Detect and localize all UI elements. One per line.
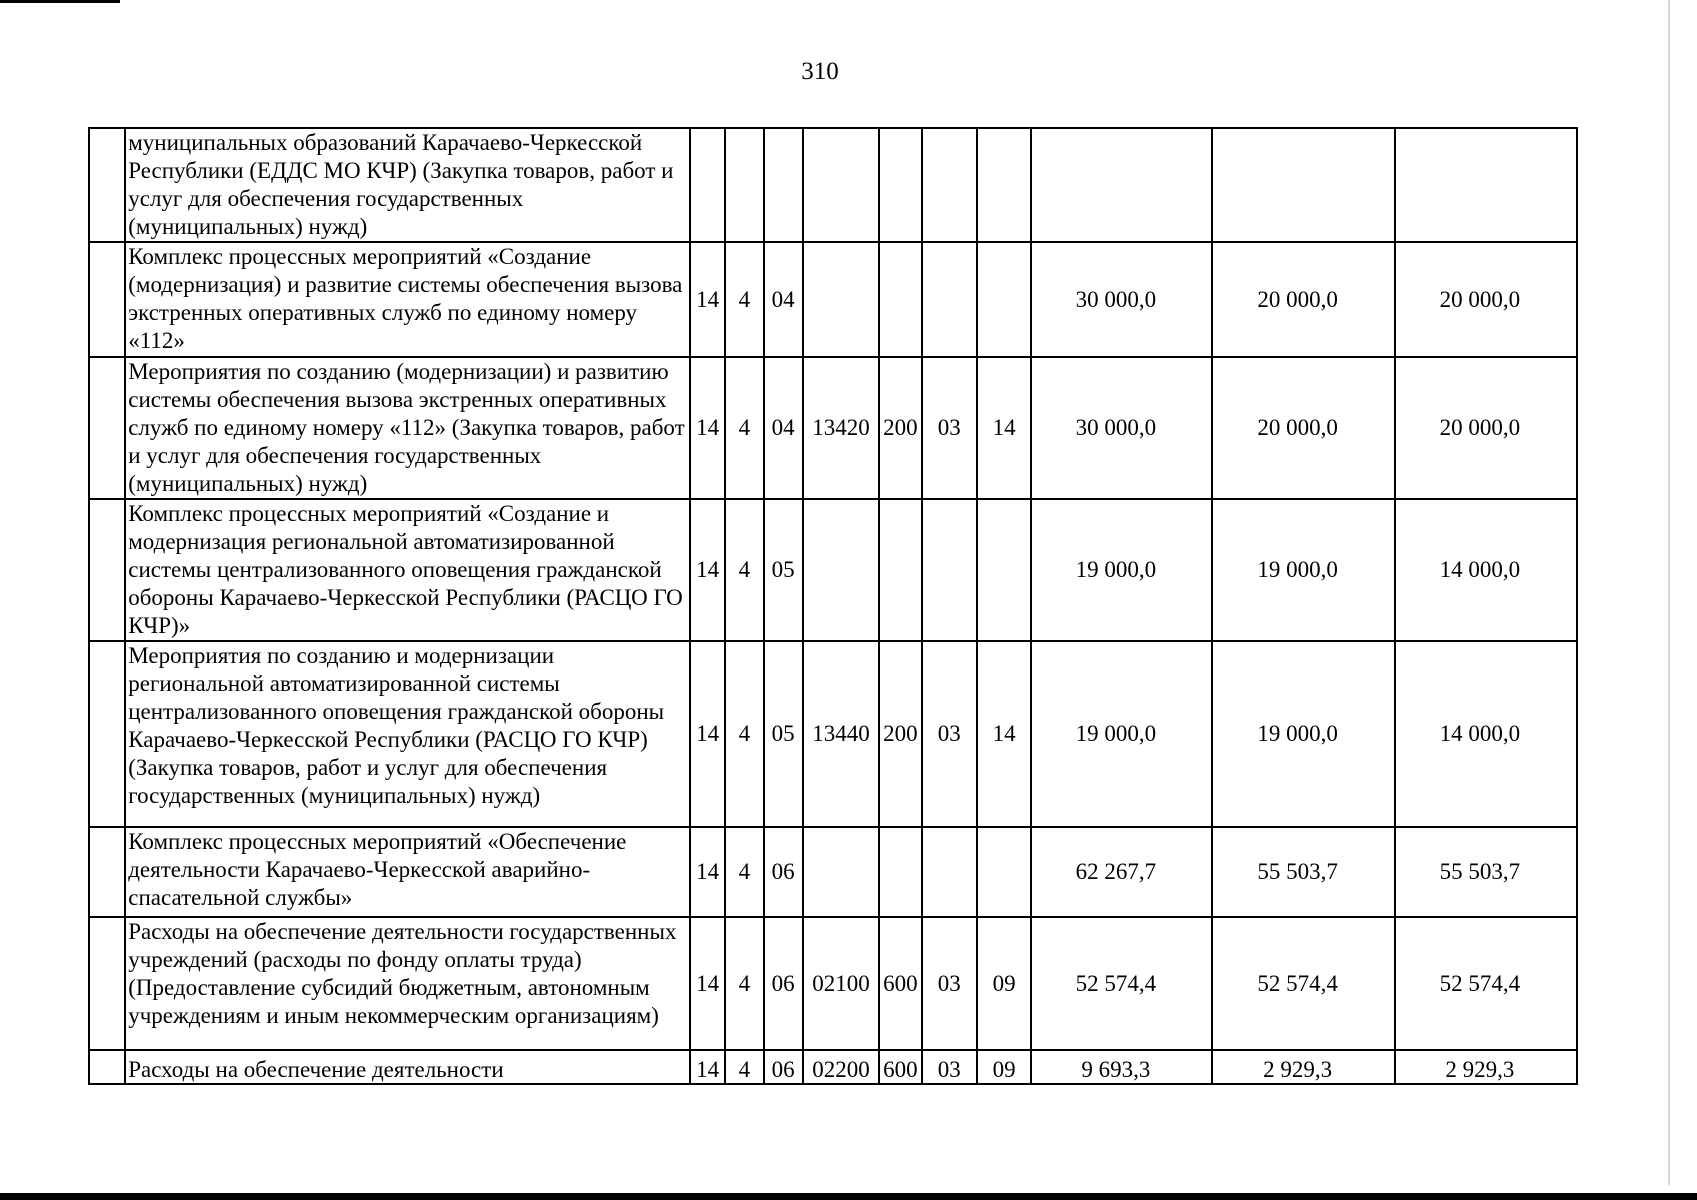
amount-year-1: 52 574,4 — [1031, 917, 1212, 1050]
code-chapter: 14 — [690, 917, 725, 1050]
table-row — [89, 917, 1577, 1050]
code-complex: 05 — [764, 641, 803, 827]
amount-year-3: 2 929,3 — [1395, 1050, 1577, 1084]
code-direction — [803, 128, 880, 242]
row-description: муниципальных образований Карачаево-Черкесской Республики (ЕДДС МО КЧР) (Закупка товаров, работ и услуг для обеспечения государственных (муниципальных) нужд) — [125, 128, 690, 242]
row-number — [89, 357, 125, 499]
row-description: Расходы на обеспечение деятельности государственных учреждений (расходы по фонду оплаты труда) (Предоставление субсидий бюджетным, автономным учреждениям и иным некоммерческим организациям) — [125, 917, 690, 1050]
code-subsection: 09 — [977, 917, 1031, 1050]
code-subsection — [977, 242, 1031, 357]
amount-year-2: 20 000,0 — [1212, 357, 1394, 499]
code-chapter: 14 — [690, 641, 725, 827]
amount-year-3: 20 000,0 — [1395, 357, 1577, 499]
amount-year-2: 2 929,3 — [1212, 1050, 1394, 1084]
amount-year-1: 30 000,0 — [1031, 357, 1212, 499]
amount-year-2: 52 574,4 — [1212, 917, 1394, 1050]
code-complex: 04 — [764, 357, 803, 499]
amount-year-1: 19 000,0 — [1031, 641, 1212, 827]
code-program: 4 — [725, 357, 763, 499]
amount-year-3: 55 503,7 — [1395, 827, 1577, 917]
code-expense-type — [879, 827, 921, 917]
row-description: Комплекс процессных мероприятий «Создание и модернизация региональной автоматизированной системы централизованного оповещения гражданской обороны Карачаево-Черкесской Республики (РАСЦО ГО КЧР)» — [125, 499, 690, 641]
code-direction: 13420 — [803, 357, 880, 499]
code-expense-type — [879, 128, 921, 242]
code-subsection: 14 — [977, 641, 1031, 827]
amount-year-1: 9 693,3 — [1031, 1050, 1212, 1084]
code-expense-type: 600 — [879, 917, 921, 1050]
row-description: Расходы на обеспечение деятельности — [125, 1050, 690, 1084]
code-chapter: 14 — [690, 242, 725, 357]
code-section — [922, 242, 977, 357]
amount-year-2: 20 000,0 — [1212, 242, 1394, 357]
code-section — [922, 499, 977, 641]
code-section — [922, 827, 977, 917]
code-section: 03 — [922, 357, 977, 499]
amount-year-2: 19 000,0 — [1212, 499, 1394, 641]
code-program: 4 — [725, 641, 763, 827]
amount-year-1: 62 267,7 — [1031, 827, 1212, 917]
code-chapter — [690, 128, 725, 242]
code-subsection: 09 — [977, 1050, 1031, 1084]
code-complex — [764, 128, 803, 242]
code-direction: 02200 — [803, 1050, 880, 1084]
code-complex: 05 — [764, 499, 803, 641]
row-description: Комплекс процессных мероприятий «Создание (модернизация) и развитие системы обеспечения вызова экстренных оперативных служб по единому номеру «112» — [125, 242, 690, 357]
code-direction: 02100 — [803, 917, 880, 1050]
amount-year-3: 52 574,4 — [1395, 917, 1577, 1050]
code-chapter: 14 — [690, 827, 725, 917]
amount-year-1 — [1031, 128, 1212, 242]
scan-bottom-rule — [0, 1193, 1697, 1200]
page-number: 310 — [801, 58, 839, 85]
code-program: 4 — [725, 499, 763, 641]
row-description: Комплекс процессных мероприятий «Обеспечение деятельности Карачаево-Черкесской аварийно-спасательной службы» — [125, 827, 690, 917]
amount-year-3: 20 000,0 — [1395, 242, 1577, 357]
table-row — [89, 357, 1577, 499]
code-complex: 04 — [764, 242, 803, 357]
code-program: 4 — [725, 827, 763, 917]
code-complex: 06 — [764, 917, 803, 1050]
code-direction — [803, 242, 880, 357]
code-chapter: 14 — [690, 1050, 725, 1084]
row-number — [89, 1050, 125, 1084]
amount-year-1: 30 000,0 — [1031, 242, 1212, 357]
code-subsection: 14 — [977, 357, 1031, 499]
scan-top-mark — [0, 0, 120, 3]
code-program: 4 — [725, 1050, 763, 1084]
code-direction — [803, 827, 880, 917]
table-body — [89, 128, 1577, 1084]
table-row — [89, 128, 1577, 242]
table-row — [89, 499, 1577, 641]
code-section: 03 — [922, 917, 977, 1050]
row-number — [89, 827, 125, 917]
table-row — [89, 1050, 1577, 1084]
budget-table — [88, 127, 1578, 1085]
code-subsection — [977, 827, 1031, 917]
code-complex: 06 — [764, 827, 803, 917]
row-description: Мероприятия по созданию и модернизации региональной автоматизированной системы централизованного оповещения гражданской обороны Карачаево-Черкесской Республики (РАСЦО ГО КЧР) (Закупка товаров, работ и услуг для обеспечения государственных (муниципальных) нужд) — [125, 641, 690, 827]
table-row — [89, 827, 1577, 917]
amount-year-2: 55 503,7 — [1212, 827, 1394, 917]
code-section — [922, 128, 977, 242]
code-section: 03 — [922, 1050, 977, 1084]
row-number — [89, 499, 125, 641]
amount-year-3: 14 000,0 — [1395, 499, 1577, 641]
code-program: 4 — [725, 242, 763, 357]
code-expense-type — [879, 499, 921, 641]
amount-year-2: 19 000,0 — [1212, 641, 1394, 827]
code-expense-type: 600 — [879, 1050, 921, 1084]
code-chapter: 14 — [690, 499, 725, 641]
row-number — [89, 242, 125, 357]
row-number — [89, 917, 125, 1050]
code-expense-type: 200 — [879, 641, 921, 827]
code-complex: 06 — [764, 1050, 803, 1084]
code-subsection — [977, 499, 1031, 641]
code-section: 03 — [922, 641, 977, 827]
row-number — [89, 641, 125, 827]
code-direction — [803, 499, 880, 641]
row-description: Мероприятия по созданию (модернизации) и развитию системы обеспечения вызова экстренных оперативных служб по единому номеру «112» (Закупка товаров, работ и услуг для обеспечения государственных (муниципальных) нужд) — [125, 357, 690, 499]
code-subsection — [977, 128, 1031, 242]
row-number — [89, 128, 125, 242]
code-expense-type: 200 — [879, 357, 921, 499]
code-direction: 13440 — [803, 641, 880, 827]
code-program: 4 — [725, 917, 763, 1050]
amount-year-3 — [1395, 128, 1577, 242]
code-chapter: 14 — [690, 357, 725, 499]
scan-right-edge — [1668, 0, 1670, 1185]
code-program — [725, 128, 763, 242]
amount-year-2 — [1212, 128, 1394, 242]
table-row — [89, 242, 1577, 357]
amount-year-3: 14 000,0 — [1395, 641, 1577, 827]
code-expense-type — [879, 242, 921, 357]
amount-year-1: 19 000,0 — [1031, 499, 1212, 641]
table-row — [89, 641, 1577, 827]
